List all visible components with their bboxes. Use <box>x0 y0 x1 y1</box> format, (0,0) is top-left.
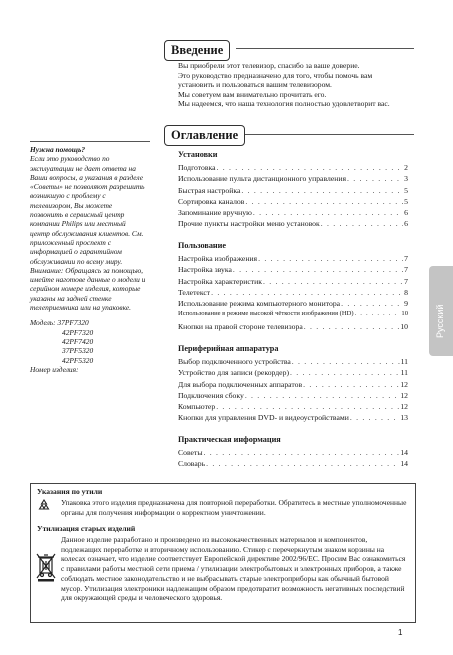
toc-entry-page: 10 <box>401 310 408 318</box>
toc-entry-label: Настройка характеристик <box>178 276 262 286</box>
models-block <box>30 318 146 374</box>
toc-entry-label: Для выбора подключенных аппаратов <box>178 379 303 389</box>
toc-entry-page: 9 <box>404 299 408 309</box>
toc-entry-page: 14 <box>400 448 408 457</box>
recycling-text: Упаковка этого изделия предназначена для повторной переработки. Обратитесь в местные уполномоченные органы для получения информации о корректном уничтожении. <box>61 498 407 517</box>
help-sidebar <box>30 142 146 374</box>
toc-entry[interactable] <box>178 219 408 230</box>
toc-entry[interactable] <box>178 265 408 276</box>
toc-entry[interactable] <box>178 299 408 310</box>
toc-entry[interactable] <box>178 459 408 470</box>
toc-entry[interactable] <box>178 186 408 197</box>
language-tab[interactable] <box>429 266 453 356</box>
toc-entry-label: Запоминание вручную <box>178 208 252 218</box>
toc-entry-page: 7 <box>404 276 408 286</box>
toc-entry-page: 11 <box>400 357 408 366</box>
toc-entry-label: Кнопки для управления DVD- и видеоустройствами <box>178 413 349 423</box>
toc-section-title: Практическая информация <box>178 435 281 444</box>
toc-entry-label: Использование в режиме высокой чёткости изображения (HD) <box>178 310 354 318</box>
toc-entry-label: Устройство для записи (рекордер) <box>178 368 290 378</box>
toc-entry-page: 10 <box>400 321 408 331</box>
toc-entry-page: 8 <box>404 287 408 297</box>
toc-entry[interactable] <box>178 391 408 402</box>
intro-line: Вы приобрели этот телевизор, спасибо за ваше доверие. <box>178 61 360 70</box>
toc-entry-page: 7 <box>404 265 408 275</box>
toc-entry[interactable] <box>178 402 408 413</box>
intro-text <box>178 61 446 109</box>
toc-section-title: Пользование <box>178 241 226 250</box>
toc-entry[interactable] <box>178 380 408 391</box>
toc-entry[interactable] <box>178 322 408 333</box>
toc-heading: Оглавление <box>164 125 245 146</box>
toc-entry[interactable] <box>178 448 408 459</box>
toc-entry-page: 3 <box>404 174 408 184</box>
toc-entry-page: 11 <box>400 368 408 378</box>
toc-entry-page: 12 <box>400 390 408 400</box>
model-item: 42PF7420 <box>62 336 94 346</box>
model-item: 42PF5320 <box>62 355 94 365</box>
toc-entry-label: Настройка изображения <box>178 254 258 263</box>
help-body: Если это руководство по эксплуатации не дает ответа на Ваши вопросы, а указания в разделе «Советы» не позволяют разрешить возникшую с проблему с телевизором, Вы можете позвонить в сервисный центр компании Philips или местный центр обслуживания клиентов. См. приложенный проспект с информацией о гарантийном обслуживании по всему миру. Внимание: Обращаясь за помощью, имейте наготове данные о модели и серийном номере изделия, которые указаны на задней стенке телеприемника или на упаковке. <box>30 154 146 313</box>
toc-section-usage <box>178 241 408 333</box>
toc-section-setup <box>178 150 408 231</box>
toc-entry[interactable] <box>178 288 408 299</box>
disposal-text: Данное изделие разработано и произведено из высококачественных материалов и компонентов, подлежащих переработке и вторичному использованию. Стикер с перечеркнутым знаком корзины на колесах означает, что изделие соответствует Европейской директиве 2002/96/EC. Просим Вас ознакомиться с правилами работы местной сети приема / утилизации электробытовых и электронных приборов, а также соблюдать местное законодательство и не выбрасывать старые электроприборы как обычный бытовой мусор. Утилизация электроники надлежащим образом предотвратит возможность негативных последствий для окружающей среды и человеческого здоровья. <box>61 535 406 603</box>
toc-entry-page: 6 <box>404 208 408 218</box>
toc-entry-label: Прочие пункты настройки меню установок <box>178 219 320 229</box>
toc-entry-page: 2 <box>404 163 408 172</box>
toc-entry[interactable] <box>178 174 408 185</box>
toc-section-title: Периферийная аппаратура <box>178 344 279 353</box>
model-item: 42PF7320 <box>62 327 94 337</box>
toc-entry-label: Выбор подключенного устройства <box>178 357 291 366</box>
toc-entry-page: 7 <box>404 254 408 263</box>
toc-entry-label: Телетекст <box>178 287 211 297</box>
toc-entry[interactable] <box>178 357 408 368</box>
toc-entry-label: Подготовка <box>178 163 216 172</box>
models-list <box>30 328 146 365</box>
toc-entry-page: 13 <box>400 413 408 423</box>
toc-entry[interactable] <box>178 254 408 265</box>
toc-entry[interactable] <box>178 208 408 219</box>
help-title: Нужна помощь? <box>30 145 86 154</box>
toc-rule <box>236 134 414 135</box>
page-number: 1 <box>398 628 403 637</box>
recycle-icon <box>37 498 51 512</box>
toc-entry[interactable] <box>178 197 408 208</box>
toc-entry-label: Словарь <box>178 459 206 469</box>
toc-entry-label: Компьютер <box>178 402 216 412</box>
toc-entry[interactable] <box>178 368 408 379</box>
toc-entry[interactable] <box>178 163 408 174</box>
intro-line: Мы советуем вам внимательно прочитать его. <box>178 89 327 99</box>
intro-line: Это руководство предназначено для того, чтобы помочь вам <box>178 70 373 80</box>
toc-entry-page: 5 <box>404 196 408 206</box>
toc-entry[interactable] <box>178 413 408 424</box>
toc-entry-page: 12 <box>400 402 408 412</box>
serial-label: Номер изделия: <box>30 364 79 374</box>
toc-section-peripherals <box>178 344 408 425</box>
toc-entry-label: Использование режима компьютерного монитора <box>178 299 341 309</box>
toc-entry-label: Настройка звука <box>178 265 232 275</box>
toc-entry-label: Советы <box>178 448 203 457</box>
language-tab-label: Русский <box>435 304 445 338</box>
recycling-title: Указания по утили <box>37 487 103 496</box>
toc-entry-page: 12 <box>400 379 408 389</box>
toc-entry-page: 6 <box>404 219 408 229</box>
intro-rule <box>236 48 414 49</box>
toc-entry-label: Сортировка каналов <box>178 196 245 206</box>
intro-line: установить и пользоваться вашим телевизором. <box>178 80 332 90</box>
toc-entry-label: Подключения сбоку <box>178 390 244 400</box>
disposal-title: Утилизация старых изделий <box>37 524 136 533</box>
model-item: 37PF5320 <box>62 346 94 356</box>
toc-entry-page: 14 <box>400 459 408 469</box>
intro-heading: Введение <box>164 40 230 61</box>
toc-entry-label: Кнопки на правой стороне телевизора <box>178 321 303 331</box>
models-label: Модель: 37PF7320 <box>30 318 89 328</box>
environment-box <box>30 483 416 623</box>
toc-entry-label: Использование пульта дистанционного управления <box>178 174 346 184</box>
crossed-bin-icon <box>35 552 57 582</box>
toc-entry[interactable] <box>178 277 408 288</box>
toc-entry[interactable] <box>178 310 408 321</box>
intro-line: Мы надеемся, что наша технология полностью удовлетворит вас. <box>178 99 390 109</box>
toc-section-title: Установки <box>178 150 218 159</box>
toc-entry-page: 5 <box>404 185 408 195</box>
toc-section-practical <box>178 435 408 471</box>
toc-entry-label: Быстрая настройка <box>178 185 241 195</box>
